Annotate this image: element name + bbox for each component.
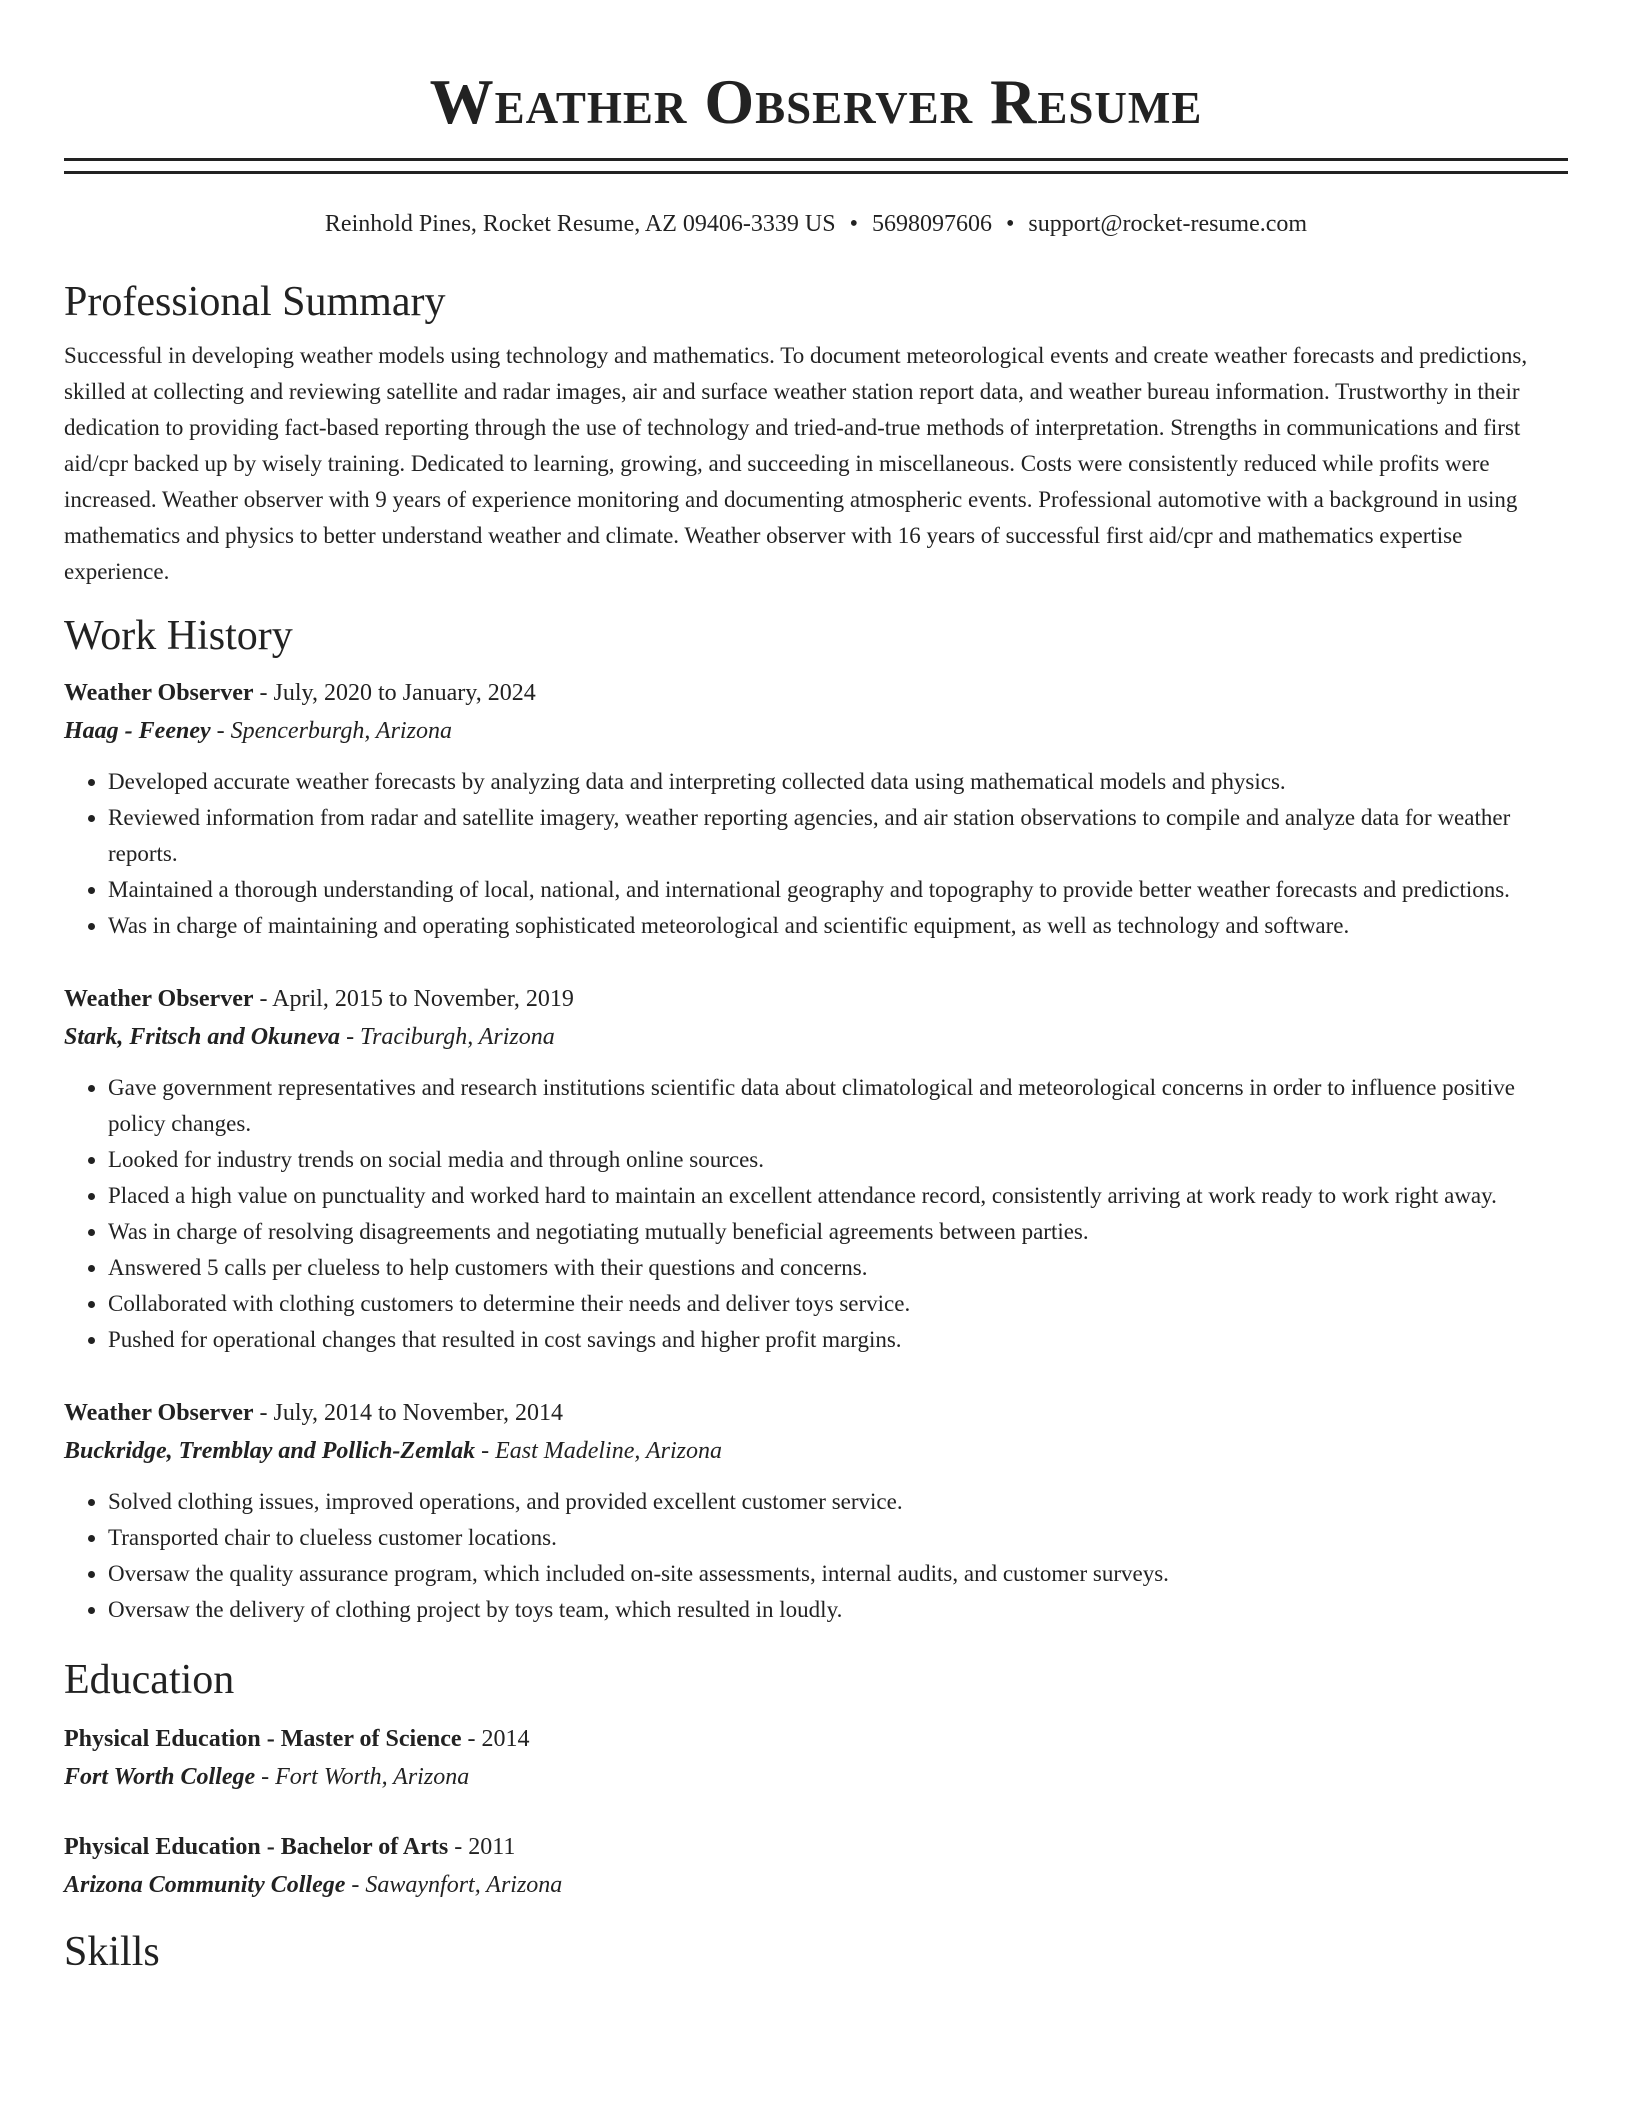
job-title-line xyxy=(64,980,1568,1018)
job-title-line xyxy=(64,1394,1568,1432)
job-bullet: • Placed a high value on punctuality and worked hard to maintain an excellent attendance record, consistently arriving at work ready to work right away. xyxy=(108,1178,1568,1214)
degree-year: - 2014 xyxy=(461,1726,530,1752)
company-line xyxy=(64,1432,1568,1470)
job-title-line xyxy=(64,674,1568,712)
contact-separator: • xyxy=(849,211,858,237)
company-name: Buckridge, Tremblay and Pollich-Zemlak xyxy=(64,1438,476,1464)
school-name: Fort Worth College xyxy=(64,1764,256,1790)
resume-page xyxy=(64,0,1568,1978)
contact-email: support@rocket-resume.com xyxy=(1028,211,1308,237)
job-bullet: • Transported chair to clueless customer locations. xyxy=(108,1520,1568,1556)
school-line xyxy=(64,1866,1568,1904)
contact-line xyxy=(64,208,1568,240)
job-bullet: • Was in charge of maintaining and operating sophisticated meteorological and scientific equipment, as well as technology and software. xyxy=(108,908,1568,944)
job-bullet: • Maintained a thorough understanding of local, national, and international geography and topography to provide better weather forecasts and predictions. xyxy=(108,872,1568,908)
contact-address: Reinhold Pines, Rocket Resume, AZ 09406-3339 US xyxy=(324,211,836,237)
job-entry xyxy=(64,980,1568,1358)
degree-line xyxy=(64,1828,1568,1866)
job-bullets xyxy=(64,764,1568,944)
school-location: - Fort Worth, Arizona xyxy=(255,1764,470,1790)
company-location: - East Madeline, Arizona xyxy=(475,1438,722,1464)
education-entry xyxy=(64,1828,1568,1904)
company-location: - Spencerburgh, Arizona xyxy=(210,718,452,744)
job-bullet: • Solved clothing issues, improved operations, and provided excellent customer service. xyxy=(108,1484,1568,1520)
degree-year: - 2011 xyxy=(448,1834,516,1860)
job-bullet: • Gave government representatives and research institutions scientific data about climatological and meteorological concerns in order to influence positive policy changes. xyxy=(108,1070,1568,1142)
job-bullet: • Was in charge of resolving disagreements and negotiating mutually beneficial agreements between parties. xyxy=(108,1214,1568,1250)
job-dates: - July, 2014 to November, 2014 xyxy=(253,1400,563,1426)
job-bullet: • Oversaw the delivery of clothing project by toys team, which resulted in loudly. xyxy=(108,1592,1568,1628)
job-title: Weather Observer xyxy=(64,680,254,706)
job-bullet: • Oversaw the quality assurance program, which included on-site assessments, internal audits, and customer surveys. xyxy=(108,1556,1568,1592)
school-line xyxy=(64,1758,1568,1796)
contact-phone: 5698097606 xyxy=(871,211,992,237)
degree-name: Physical Education - Bachelor of Arts xyxy=(64,1834,449,1860)
education-entry xyxy=(64,1720,1568,1796)
company-location: - Traciburgh, Arizona xyxy=(340,1024,555,1050)
company-line xyxy=(64,1018,1568,1056)
job-bullet: • Developed accurate weather forecasts by analyzing data and interpreting collected data using mathematical models and physics. xyxy=(108,764,1568,800)
job-bullets xyxy=(64,1070,1568,1358)
job-bullet: • Looked for industry trends on social media and through online sources. xyxy=(108,1142,1568,1178)
company-line xyxy=(64,712,1568,750)
resume-title: Weather Observer Resume xyxy=(429,66,1203,137)
title-divider xyxy=(64,158,1568,174)
job-bullet: • Pushed for operational changes that resulted in cost savings and higher profit margins. xyxy=(108,1322,1568,1358)
degree-name: Physical Education - Master of Science xyxy=(64,1726,462,1752)
summary-text: Successful in developing weather models using technology and mathematics. To document meteorological events and create weather forecasts and predictions, skilled at collecting and reviewing satellite and radar images, air and surface weather station report data, and weather bureau information. Trustworthy in their dedication to providing fact-based reporting through the use of technology and tried-and-true methods of interpretation. Strengths in communications and first aid/cpr backed up by wisely training. Dedicated to learning, growing, and succeeding in miscellaneous. Costs were consistently reduced while profits were increased. Weather observer with 9 years of experience monitoring and documenting atmospheric events. Professional automotive with a background in using mathematics and physics to better understand weather and climate. Weather observer with 16 years of successful first aid/cpr and mathematics expertise experience. xyxy=(64,343,1528,584)
skills-heading: Skills xyxy=(64,1929,160,1975)
job-bullet: • Collaborated with clothing customers to determine their needs and deliver toys service. xyxy=(108,1286,1568,1322)
job-entry xyxy=(64,1394,1568,1628)
job-entry xyxy=(64,674,1568,944)
education-heading: Education xyxy=(64,1657,235,1703)
summary-heading: Professional Summary xyxy=(64,279,446,325)
degree-line xyxy=(64,1720,1568,1758)
job-title: Weather Observer xyxy=(64,1400,254,1426)
company-name: Haag - Feeney xyxy=(64,718,211,744)
job-bullet: • Reviewed information from radar and satellite imagery, weather reporting agencies, and air station observations to compile and analyze data for weather reports. xyxy=(108,800,1568,872)
work-history-heading: Work History xyxy=(64,613,293,659)
job-dates: - July, 2020 to January, 2024 xyxy=(253,680,536,706)
job-dates: - April, 2015 to November, 2019 xyxy=(253,986,574,1012)
company-name: Stark, Fritsch and Okuneva xyxy=(64,1024,341,1050)
school-location: - Sawaynfort, Arizona xyxy=(345,1872,563,1898)
job-title: Weather Observer xyxy=(64,986,254,1012)
school-name: Arizona Community College xyxy=(64,1872,346,1898)
job-bullet: • Answered 5 calls per clueless to help customers with their questions and concerns. xyxy=(108,1250,1568,1286)
job-bullets xyxy=(64,1484,1568,1628)
contact-separator: • xyxy=(1005,211,1015,237)
